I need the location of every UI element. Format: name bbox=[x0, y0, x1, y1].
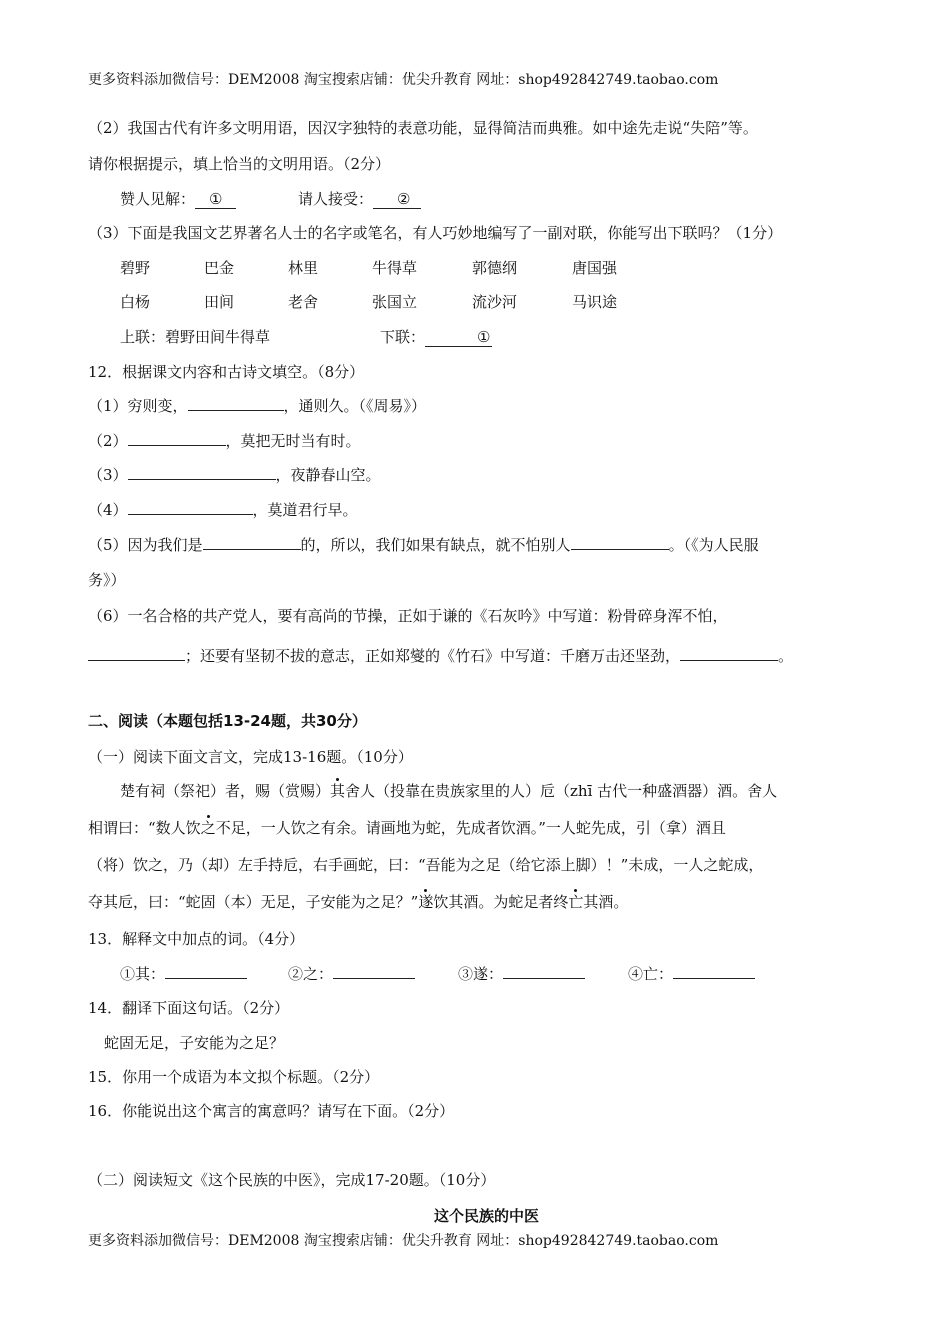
part2-intro: （二）阅读短文《这个民族的中医》，完成17-20题。（10分） bbox=[88, 1171, 496, 1189]
dotted-word: 遂 bbox=[418, 893, 434, 911]
q12-5 bbox=[88, 535, 759, 555]
section-title: 二、阅读（本题包括13-24题，共30分） bbox=[88, 712, 367, 730]
q12-1-a: （1）穷则变， bbox=[88, 397, 188, 415]
blank bbox=[188, 396, 284, 411]
q12-4-a: （4） bbox=[88, 501, 128, 519]
name-cell: 巴金 bbox=[204, 259, 235, 277]
name-cell: 郭德纲 bbox=[472, 259, 518, 277]
name-cell: 张国立 bbox=[372, 293, 418, 311]
q12-3-a: （3） bbox=[88, 466, 128, 484]
blank bbox=[128, 500, 253, 515]
classical-text-2 bbox=[88, 818, 726, 838]
q12-title: 12．根据课文内容和古诗文填空。（8分） bbox=[88, 363, 365, 381]
q12-4 bbox=[88, 500, 358, 520]
blank bbox=[203, 535, 301, 550]
name-cell: 白杨 bbox=[120, 293, 151, 311]
classical-text-1 bbox=[120, 781, 777, 801]
q12-5-a: （5）因为我们是 bbox=[88, 536, 203, 554]
q12-3 bbox=[88, 465, 381, 485]
q12-1 bbox=[88, 396, 426, 416]
name-cell: 林里 bbox=[288, 259, 319, 277]
couplet-upper: 上联：碧野田间牛得草 bbox=[120, 328, 271, 346]
q14-title: 14．翻译下面这句话。（2分） bbox=[88, 999, 290, 1017]
blank bbox=[128, 465, 276, 480]
name-cell: 唐国强 bbox=[572, 259, 618, 277]
q12-5-b: 的，所以，我们如果有缺点，就不怕别人 bbox=[300, 536, 571, 554]
q12-2-b: ，莫把无时当有时。 bbox=[225, 432, 361, 450]
name-cell: 碧野 bbox=[120, 259, 151, 277]
q13-item: ①其： bbox=[120, 964, 247, 984]
text-seg: 夺其卮，曰：“蛇固（本）无足，子安能为之足？” bbox=[88, 893, 419, 911]
page-header: 更多资料添加微信号：DEM2008 淘宝搜索店铺：优尖升教育 网址：shop492842749.taobao.com bbox=[88, 72, 719, 88]
q11-accept-blank: ② bbox=[373, 190, 420, 209]
blank bbox=[128, 431, 226, 446]
q12-3-b: ，夜静春山空。 bbox=[275, 466, 381, 484]
text-seg: 相谓曰：“数人饮 bbox=[88, 819, 201, 837]
q12-4-b: ，莫道君行早。 bbox=[252, 501, 358, 519]
blank bbox=[680, 646, 778, 661]
part1-intro: （一）阅读下面文言文，完成13-16题。（10分） bbox=[88, 748, 413, 766]
q11-2-line2: 请你根据提示，填上恰当的文明用语。（2分） bbox=[88, 155, 391, 173]
q13-item: ②之： bbox=[288, 964, 415, 984]
couplet-lower bbox=[380, 327, 492, 347]
dotted-word: 亡 bbox=[568, 893, 584, 911]
classical-text-4 bbox=[88, 892, 628, 912]
blank bbox=[571, 535, 669, 550]
q12-6: （6）一名合格的共产党人，要有高尚的节操，正如于谦的《石灰吟》中写道：粉骨碎身浑不怕， bbox=[88, 607, 728, 625]
q12-6-cont bbox=[88, 646, 793, 666]
name-cell: 牛得草 bbox=[372, 259, 418, 277]
name-cell: 流沙河 bbox=[472, 293, 518, 311]
name-cell: 马识途 bbox=[572, 293, 618, 311]
couplet-lower-label: 下联： bbox=[380, 328, 426, 346]
q12-6-c: 。 bbox=[778, 647, 794, 665]
q11-3-line: （3）下面是我国文艺界著名人士的名字或笔名，有人巧妙地编写了一副对联，你能写出下联吗？（1分） bbox=[88, 224, 783, 242]
q16-title: 16．你能说出这个寓言的寓意吗？请写在下面。（2分） bbox=[88, 1102, 455, 1120]
name-cell: 老舍 bbox=[288, 293, 319, 311]
q12-2-a: （2） bbox=[88, 432, 128, 450]
article-title: 这个民族的中医 bbox=[434, 1207, 540, 1225]
q11-2-blanks bbox=[120, 189, 421, 209]
q11-2-line1: （2）我国古代有许多文明用语，因汉字独特的表意功能，显得简洁而典雅。如中途先走说“失陪”等。 bbox=[88, 119, 758, 137]
page-footer: 更多资料添加微信号：DEM2008 淘宝搜索店铺：优尖升教育 网址：shop492842749.taobao.com bbox=[88, 1233, 719, 1249]
classical-text-3: （将）饮之，乃（却）左手持卮，右手画蛇，曰：“吾能为之足（给它添上脚）！”未成，一人之蛇成， bbox=[88, 856, 764, 874]
q15-title: 15．你用一个成语为本文拟个标题。（2分） bbox=[88, 1068, 380, 1086]
q13-item: ④亡： bbox=[628, 964, 755, 984]
q12-2 bbox=[88, 431, 361, 451]
text-seg: 舍人（投靠在贵族家里的人）卮（zhī 古代一种盛酒器）酒。舍人 bbox=[345, 782, 778, 800]
q11-praise-blank: ① bbox=[195, 190, 236, 209]
text-seg: 其酒。 bbox=[583, 893, 629, 911]
q11-accept-label: 请人接受： bbox=[298, 190, 374, 208]
text-seg: 不足，一人饮之有余。请画地为蛇，先成者饮酒。”一人蛇先成，引（拿）酒且 bbox=[215, 819, 726, 837]
couplet-lower-blank: ① bbox=[425, 328, 492, 347]
text-seg: 饮其酒。为蛇足者终 bbox=[433, 893, 569, 911]
dotted-word: 之 bbox=[200, 819, 216, 837]
dotted-word: 其 bbox=[330, 782, 346, 800]
q12-6-b: ；还要有坚韧不拔的意志，正如郑燮的《竹石》中写道：千磨万击还坚劲， bbox=[185, 647, 681, 665]
q14-sentence: 蛇固无足，子安能为之足？ bbox=[104, 1034, 285, 1052]
name-cell: 田间 bbox=[204, 293, 235, 311]
q13-title: 13．解释文中加点的词。（4分） bbox=[88, 930, 305, 948]
q13-item: ③遂： bbox=[458, 964, 585, 984]
q12-1-b: ，通则久。（《周易》） bbox=[283, 397, 427, 415]
text-seg: 楚有祠（祭祀）者，赐（赏赐） bbox=[120, 782, 331, 800]
q12-5-c: 。（《为人民服 bbox=[668, 536, 759, 554]
q11-praise-label: 赞人见解： bbox=[120, 190, 196, 208]
blank bbox=[88, 646, 185, 661]
q12-5-cont: 务》） bbox=[88, 571, 126, 589]
